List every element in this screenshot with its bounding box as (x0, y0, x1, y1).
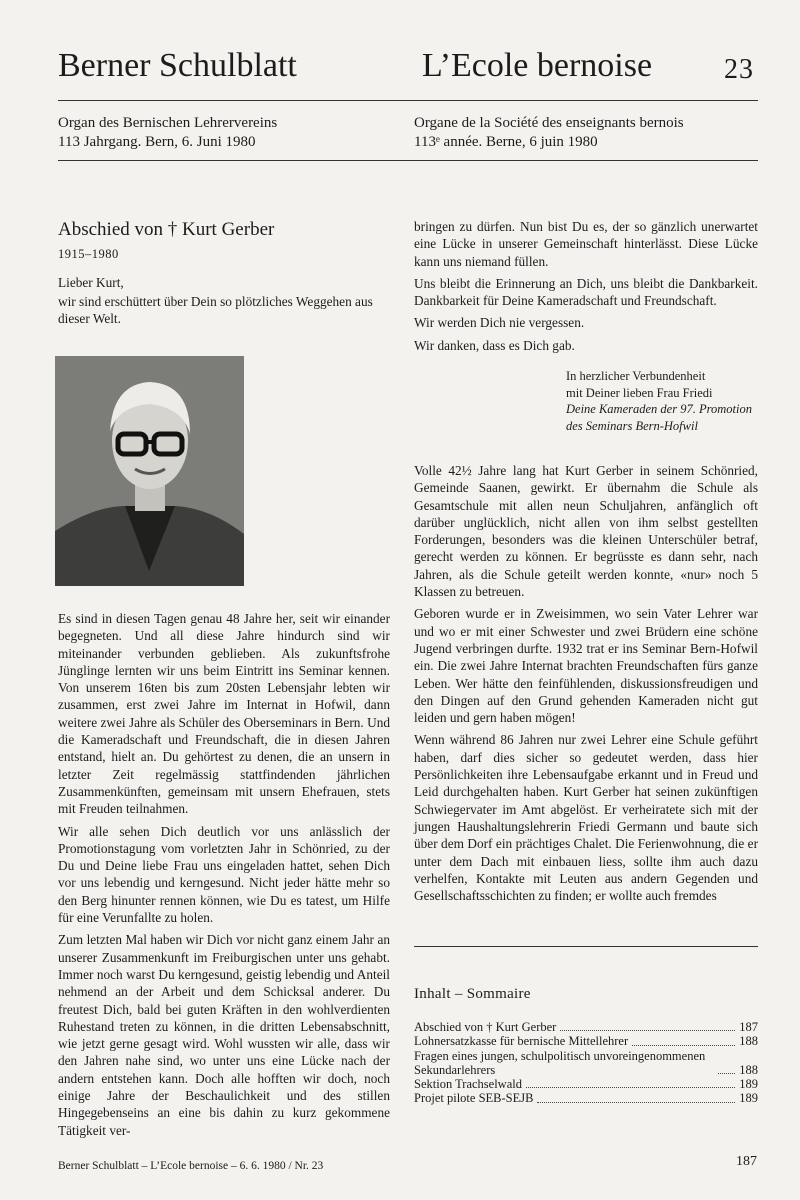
contents-item-page: 187 (739, 1020, 758, 1034)
contents-item-page: 188 (739, 1062, 758, 1077)
contents-item[interactable] (414, 1091, 758, 1105)
signoff-signature: Deine Kameraden der 97. Promotion (566, 402, 752, 416)
contents-item-label: Fragen eines jungen, schulpolitisch unvoreingenommenen Sekundarlehrers (414, 1048, 706, 1077)
subtitle-fr (414, 114, 684, 152)
paragraph: Wir danken, dass es Dich gab. (414, 337, 575, 353)
page-number: 187 (736, 1154, 757, 1169)
article-title: Abschied von † Kurt Gerber (58, 219, 275, 240)
signoff-line: mit Deiner lieben Frau Friedi (566, 385, 713, 400)
contents-item[interactable] (414, 1049, 758, 1078)
article-right-column (414, 218, 758, 359)
paragraph: Wir alle sehen Dich deutlich vor uns anlässlich der Promotionstagung vom vorletzten Jahr in Schönried, zu der Du und Deine liebe Frau uns eingeladen hattet, sehen Dich vor uns lebendig und kerngesund. Nicht jeder hätte mehr so den Berg hinunter rennen können, wie Du es tatest, um Hilfe für eine Verunfallte zu holen. (58, 823, 390, 926)
masthead-title-fr: L’Ecole bernoise (422, 47, 653, 84)
article-dates: 1915–1980 (58, 247, 119, 261)
contents-item-page: 189 (739, 1091, 758, 1106)
letter-greeting: Lieber Kurt, (58, 275, 124, 290)
signoff (566, 368, 766, 434)
contents-item[interactable] (414, 1034, 758, 1048)
contents-item-page: 188 (739, 1034, 758, 1049)
letter-opening (58, 274, 388, 327)
biography-column (414, 462, 758, 909)
leader-dots (718, 1073, 735, 1074)
contents-item-label: Abschied von † Kurt Gerber (414, 1020, 557, 1034)
subtitle-fr-line-2: 113ᵉ année. Berne, 6 juin 1980 (414, 134, 598, 150)
contents-item[interactable] (414, 1077, 758, 1091)
masthead-rule (58, 100, 758, 101)
paragraph: bringen zu dürfen. Nun bist Du es, der so gänzlich unerwartet eine Lücke in unserer Gemeinschaft hinterlässt. Diese Lücke kann uns niemand füllen. (414, 219, 758, 269)
subtitle-rule (58, 160, 758, 161)
contents-item-label: Sektion Trachselwald (414, 1077, 522, 1092)
leader-dots (537, 1102, 735, 1103)
article-left-column (58, 610, 390, 1144)
portrait-photo-icon (55, 356, 244, 586)
leader-dots (560, 1030, 735, 1031)
paragraph: Volle 42½ Jahre lang hat Kurt Gerber in seinem Schönried, Gemeinde Saanen, gewirkt. Er übernahm die Schule als Gesamtschule mit allen neun Schuljahren, anfänglich oft darüber unglücklich, nicht allen von ihm selbst gestellten Forderungen, besonders was die kleinen Unterschüler betraf, gerecht werden zu können. Er begrüsste es dann sehr, nach Jahren, als die Schule geteilt werden konnte, «nur» noch 5 Klassen zu betreuen. (414, 463, 758, 600)
leader-dots (526, 1087, 735, 1088)
signoff-line: In herzlicher Verbundenheit (566, 369, 706, 383)
paragraph: Uns bleibt die Erinnerung an Dich, uns bleibt die Dankbarkeit. Dankbarkeit für Deine Kameradschaft und Freundschaft. (414, 275, 758, 309)
contents-list (414, 1020, 758, 1106)
letter-opening-text: wir sind erschüttert über Dein so plötzliches Weggehen aus dieser Welt. (58, 294, 373, 326)
subtitle-de-line-1: Organ des Bernischen Lehrervereins (58, 115, 278, 131)
subtitle-de-line-2: 113 Jahrgang. Bern, 6. Juni 1980 (58, 134, 256, 150)
contents-item-page: 189 (739, 1077, 758, 1092)
subtitle-de (58, 114, 277, 152)
contents-item-label: Lohnersatzkasse für bernische Mittellehrer (414, 1034, 629, 1049)
issue-number: 23 (724, 54, 754, 85)
contents-title: Inhalt – Sommaire (414, 986, 531, 1002)
leader-dots (632, 1045, 735, 1046)
contents-rule (414, 946, 758, 947)
paragraph: Wir werden Dich nie vergessen. (414, 315, 585, 331)
paragraph: Geboren wurde er in Zweisimmen, wo sein Vater Lehrer war und wo er mit einer Schwester und zwei Brüdern eine schöne Jugend verbringen durfte. 1932 trat er ins Seminar Bern-Hofwil ein. Die zwei Jahre Internat brachten Freundschaften fürs ganze Leben. Wer hätte den feinfühlenden, diskussionsfreudigen und den Dingen auf den Grund gehenden Kameraden nicht gut leiden und gern haben mögen! (414, 606, 758, 726)
subtitle-fr-line-1: Organe de la Société des enseignants bernois (414, 115, 684, 131)
contents-item[interactable] (414, 1020, 758, 1034)
paragraph: Es sind in diesen Tagen genau 48 Jahre her, seit wir einander begegneten. Und all diese Jahre hindurch sind wir miteinander verbunden geblieben. Als zukunftsfrohe Jünglinge lernten wir uns beim Eintritt ins Seminar kennen. Von unserem 16ten bis zum 20sten Lebensjahr lebten wir zusammen, erst zwei Jahre im Internat in Hofwil, dann weitere zwei Jahre als Schüler des Oberseminars in Bern. Und die Kameradschaft und Freundschaft, die in diesen Jahren entstand, hielt an. Du gehörtest zu denen, die an unsern in letzter Zeit regelmässig stattfindenden jährlichen Zusammenkünften, gemeinsam mit unsern Ehefrauen, stets mit Freuden teilnahmen. (58, 611, 390, 817)
footer-text: Berner Schulblatt – L’Ecole bernoise – 6. 6. 1980 / Nr. 23 (58, 1160, 324, 1172)
paragraph: Wenn während 86 Jahren nur zwei Lehrer eine Schule geführt haben, darf dies sicher so gedeutet werden, dass hier Persönlichkeiten ihre Lebensaufgabe erkannt und in Freud und Leid durchgehalten haben. Kurt Gerber hat seinen zukünftigen Schwiegervater im Amt abgelöst. Er verheiratete sich mit der jungen Haushaltungslehrerin Friedi Germann und baute sich über dem Dorf ein prächtiges Chalet. Die Ferienwohnung, die er unter dem Dach mit einbauen liess, sollte ihm auch dazu verhelfen, Kontakte mit Leuten aus andern Gegenden und Gesellschaftsschichten zu finden; er wollte auch fremdes (414, 732, 758, 904)
contents-item-label: Projet pilote SEB-SEJB (414, 1091, 534, 1106)
signoff-signature: des Seminars Bern-Hofwil (566, 418, 698, 433)
masthead-title-de: Berner Schulblatt (58, 47, 297, 84)
paragraph: Zum letzten Mal haben wir Dich vor nicht ganz einem Jahr an unserer Zusammenkunft im Freiburgischen unter uns gehabt. Immer noch warst Du kerngesund, geistig lebendig und Anteil nehmend an der Arbeit und dem Schicksal anderer. Du freutest Dich, bald bei guten Kräften in den wohlverdienten Ruhestand treten zu können, in die dritten Lebensabschnitt, wie jetzt gerne gesagt wird. Wohl wussten wir alle, dass wir den Jahren nahe sind, wo unter uns eine Lücke nach der andern entstehen kann. Doch alle hofften wir doch, noch einige Jahre der Beschaulichkeit und des stillen Hingegebenseins an eine bis dahin zu kurz gekommene Tätigkeit ver- (58, 932, 390, 1138)
portrait-photo (55, 356, 244, 586)
